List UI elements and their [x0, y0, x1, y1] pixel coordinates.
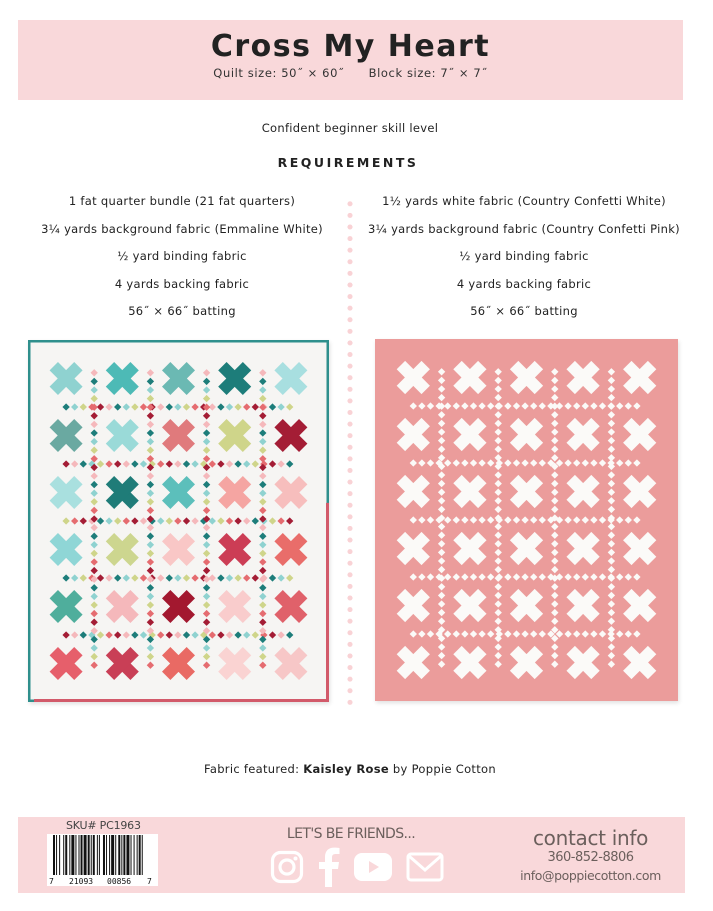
requirement-item: ½ yard binding fabric [117, 249, 247, 264]
requirement-item: 56˝ × 66˝ batting [128, 304, 236, 319]
size-info [18, 66, 683, 80]
requirements-right-list [356, 190, 692, 328]
fabric-featured-suffix: by Poppie Cotton [388, 762, 496, 776]
quilt-image-pink [375, 339, 678, 701]
barcode-icon [47, 834, 158, 886]
contact-email[interactable]: info@poppiecotton.com [520, 868, 661, 883]
requirement-item: 1 fat quarter bundle (21 fat quarters) [68, 194, 296, 208]
requirement-item: 56˝ × 66˝ batting [470, 304, 578, 319]
contact-phone[interactable]: 360-852-8806 [547, 850, 634, 865]
barcode [47, 834, 158, 886]
fabric-collection-name: Kaisley Rose [303, 762, 389, 776]
requirement-item: ½ yard binding fabric [459, 249, 589, 264]
fabric-featured-prefix: Fabric featured: [204, 762, 304, 776]
quilt-size: Quilt size: 50˝ × 60˝ [213, 66, 345, 80]
instagram-icon[interactable] [270, 850, 304, 884]
svg-text:7: 7 [147, 877, 152, 886]
social-links [270, 847, 444, 887]
footer-banner [18, 817, 685, 893]
skill-level: Confident beginner skill level [261, 121, 439, 135]
requirement-item: 4 yards backing fabric [114, 276, 250, 291]
requirement-item: 1½ yards white fabric (Country Confetti White) [382, 194, 666, 208]
requirement-item: 3¼ yards background fabric (Country Confetti Pink) [368, 221, 680, 236]
svg-text:7: 7 [49, 877, 54, 886]
requirement-item: 4 yards backing fabric [456, 276, 592, 291]
social-heading: LET'S BE FRIENDS... [286, 826, 416, 842]
dotted-divider [347, 198, 353, 708]
requirement-item: 3¼ yards background fabric (Emmaline White) [41, 221, 323, 236]
email-icon[interactable] [406, 852, 444, 882]
title-banner [18, 20, 683, 100]
quilt-illustration-pink [375, 339, 678, 701]
contact-info [513, 827, 668, 885]
svg-text:21093: 21093 [69, 877, 94, 886]
svg-text:00856: 00856 [107, 877, 132, 886]
facebook-icon[interactable] [318, 847, 340, 887]
fabric-featured [0, 762, 700, 776]
page-title: Cross My Heart [210, 29, 491, 64]
sku-label: SKU# PC1963 [66, 819, 141, 832]
requirements-heading: REQUIREMENTS [277, 155, 419, 170]
contact-heading: contact info [532, 826, 649, 850]
quilt-illustration-scrappy [28, 340, 329, 702]
requirements-left-list [18, 190, 346, 328]
quilt-image-scrappy [28, 340, 329, 702]
block-size: Block size: 7˝ × 7˝ [368, 66, 488, 80]
youtube-icon[interactable] [354, 853, 392, 881]
